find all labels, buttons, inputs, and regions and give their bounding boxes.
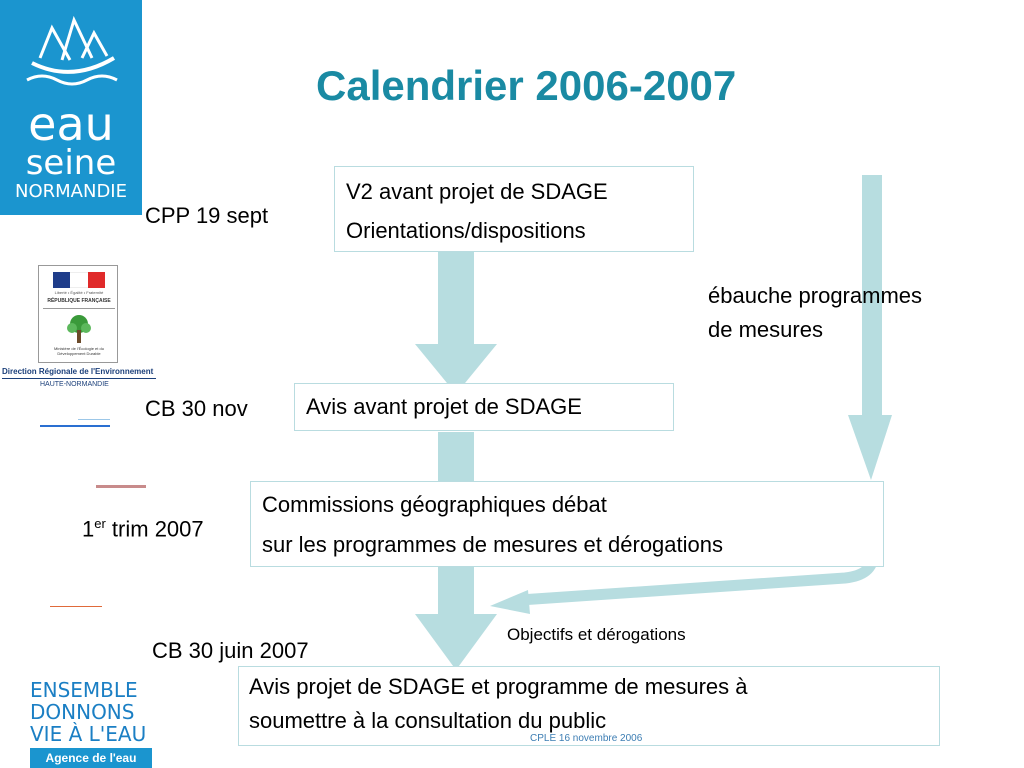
step-3-label bbox=[82, 516, 204, 542]
down-arrow-1 bbox=[415, 252, 497, 394]
boat-icon bbox=[22, 8, 122, 98]
divider-light-blue bbox=[78, 419, 110, 420]
agence-eau-logo bbox=[30, 662, 152, 768]
down-arrow-right bbox=[848, 175, 892, 480]
step-4-label: CB 30 juin 2007 bbox=[152, 638, 309, 663]
ministry-logo bbox=[38, 265, 118, 363]
step-3-line-2: sur les programmes de mesures et dérogations bbox=[262, 532, 723, 557]
ebauche-line-1: ébauche programmes bbox=[708, 283, 923, 308]
objectifs-note: Objectifs et dérogations bbox=[507, 625, 686, 644]
divider-orange bbox=[50, 606, 102, 607]
ministry-motto: Liberté • Égalité • Fraternité bbox=[54, 290, 104, 295]
footer-text: CPLE 16 novembre 2006 bbox=[530, 733, 643, 744]
step-1-line-2: Orientations/dispositions bbox=[346, 218, 586, 243]
step-3-box bbox=[250, 481, 884, 567]
divider-blue bbox=[40, 425, 110, 427]
slogan-line-2: DONNONS bbox=[30, 700, 135, 724]
tree-icon bbox=[65, 314, 93, 344]
french-flag-icon bbox=[53, 272, 105, 288]
step-4-line-1: Avis projet de SDAGE et programme de mesures à bbox=[249, 674, 748, 699]
step-2-box bbox=[294, 383, 674, 431]
diren-name: Direction Régionale de l'Environnement bbox=[2, 367, 154, 376]
eau-seine-normandie-logo bbox=[0, 0, 142, 215]
agence-banner: Agence de l'eau bbox=[30, 748, 152, 768]
step-1-label: CPP 19 sept bbox=[145, 203, 269, 228]
step-3-label-num: 1 bbox=[82, 516, 95, 542]
ministry-name: Ministère de l'Écologie et du Développement Durable bbox=[54, 346, 104, 356]
ebauche-line-2: de mesures bbox=[708, 317, 823, 342]
diren-region: HAUTE-NORMANDIE bbox=[40, 381, 109, 388]
step-3-label-rest: trim 2007 bbox=[105, 516, 204, 542]
page-title: Calendrier 2006-2007 bbox=[316, 62, 737, 109]
logo-word-normandie: NORMANDIE bbox=[15, 181, 127, 202]
step-1-line-1: V2 avant projet de SDAGE bbox=[346, 179, 608, 204]
step-1-box bbox=[334, 166, 694, 252]
step-3-label-sup: er bbox=[94, 516, 106, 531]
ministry-republic: RÉPUBLIQUE FRANÇAISE bbox=[47, 298, 111, 304]
step-3-line-1: Commissions géographiques débat bbox=[262, 492, 607, 517]
logo-word-seine: seine bbox=[25, 143, 117, 183]
step-2-label: CB 30 nov bbox=[145, 396, 248, 421]
slogan-line-3: VIE À L'EAU bbox=[30, 722, 147, 746]
slogan-line-1: ENSEMBLE bbox=[30, 678, 138, 702]
step-4-line-2: soumettre à la consultation du public bbox=[249, 708, 607, 733]
divider-red bbox=[96, 485, 146, 488]
step-2-line-1: Avis avant projet de SDAGE bbox=[306, 394, 582, 419]
logo-word-eau: eau bbox=[28, 97, 114, 151]
